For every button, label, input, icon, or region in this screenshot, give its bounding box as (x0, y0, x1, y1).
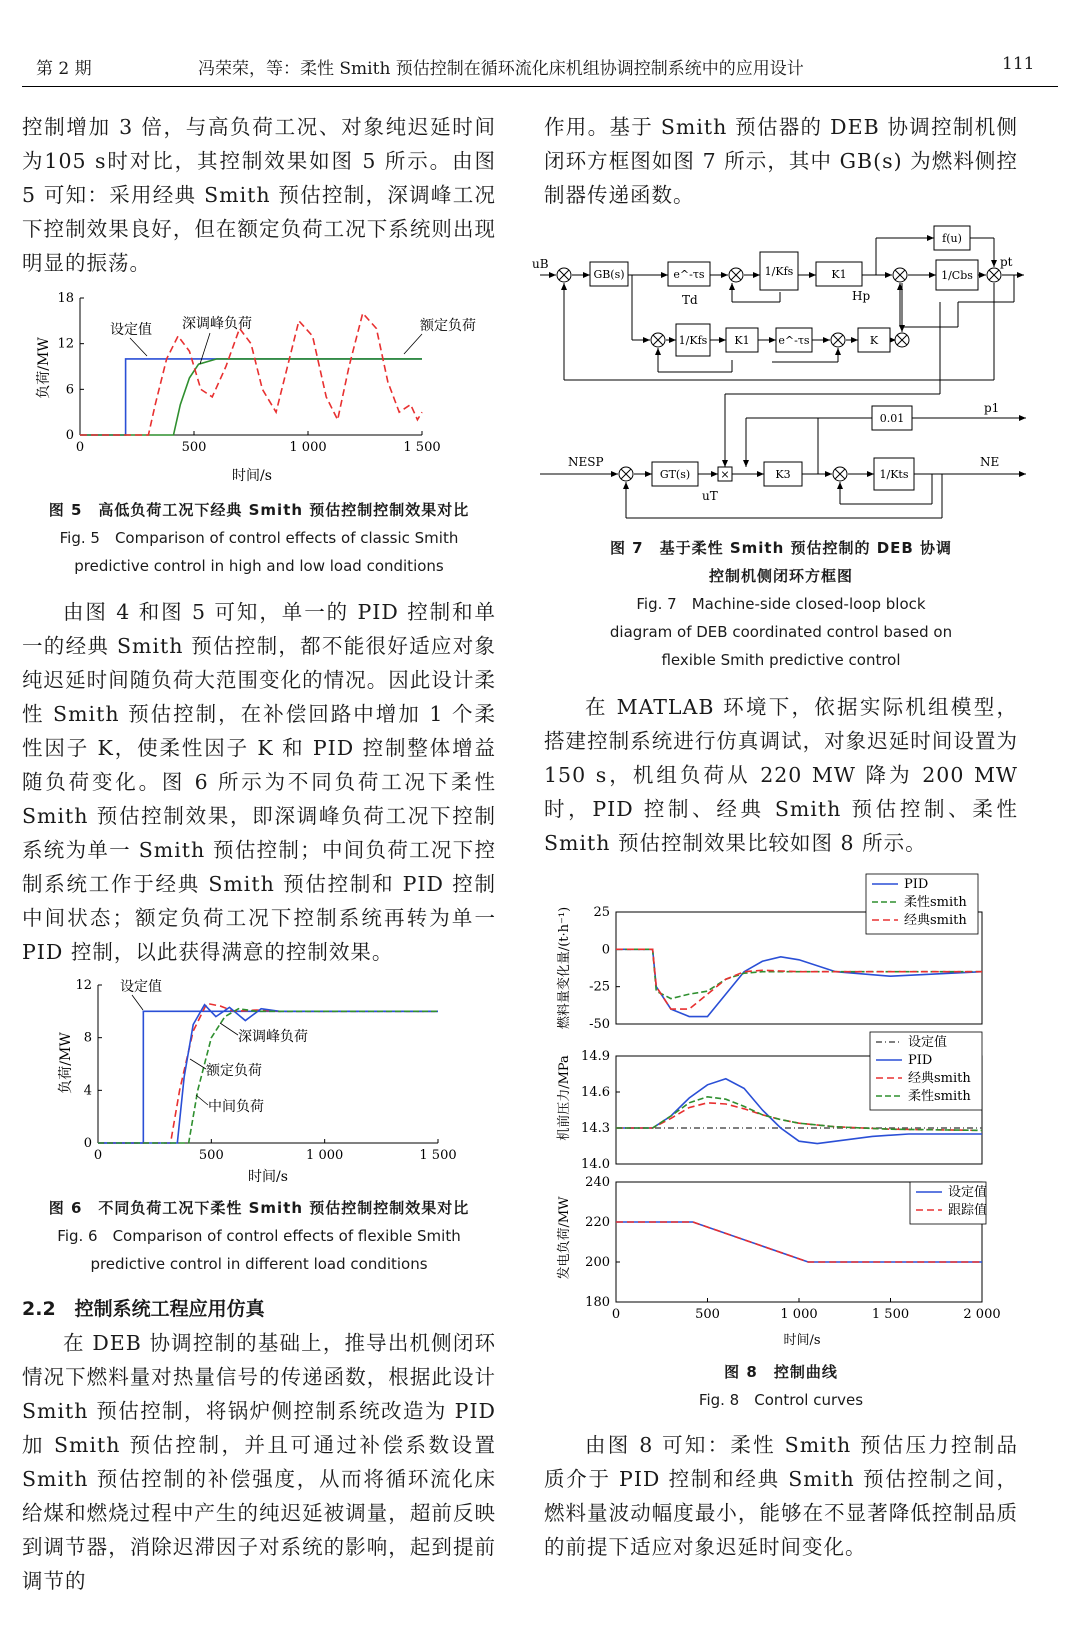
fig7-signal-ut: uT (702, 489, 718, 503)
fig7-signal-hp: Hp (852, 289, 871, 303)
fig5-y-axis-label: 负荷/MW (36, 337, 52, 399)
fig6-caption-en-2: predictive control in different load conditions (90, 1255, 428, 1273)
fig6-y-axis-label: 负荷/MW (58, 1032, 74, 1094)
fig8-mid-y-tick-label: 14.9 (581, 1049, 610, 1064)
fig8-y-label-load: 发电负荷/MW (557, 1196, 572, 1280)
fig7-signal-pt: pt (1000, 255, 1013, 269)
fig8-caption-zh: 图 8 控制曲线 (724, 1363, 838, 1381)
fig8-bottom-x-tick-label: 2 000 (963, 1307, 1001, 1322)
fig5-y-tick-label: 12 (57, 336, 74, 352)
header-page-number: 111 (1002, 54, 1035, 74)
header-rule (22, 86, 1058, 87)
fig8-bottom-y-tick-label: 180 (585, 1295, 610, 1310)
fig6-x-axis-label: 时间/s (248, 1169, 288, 1185)
fig7-block-label-gt: GT(s) (659, 468, 691, 481)
fig8-y-label-fuel: 燃料量变化量/(t·h⁻¹) (557, 906, 572, 1030)
fig7-caption-en-3: flexible Smith predictive control (661, 651, 901, 669)
fig8-bottom-panel (585, 1175, 1000, 1322)
fig5-x-tick-label: 1 500 (403, 440, 441, 455)
fig5-annotation-deep: 深调峰负荷 (182, 316, 252, 332)
fig8-top-y-tick-label: 0 (601, 942, 610, 958)
fig6-x-tick-label: 0 (93, 1148, 103, 1163)
fig6-annotation-deep: 深调峰负荷 (238, 1029, 308, 1045)
fig8-bottom-legend-label: 跟踪值 (948, 1203, 988, 1218)
fig8-bottom-y-tick-label: 200 (585, 1255, 610, 1270)
fig5-x-tick-label: 500 (181, 440, 207, 455)
fig5-y-tick-label: 18 (57, 291, 74, 306)
fig5-series-line (80, 359, 422, 435)
right-paragraph-2: 在 MATLAB 环境下，依据实际机组模型，搭建控制系统进行仿真调试，对象迟延时间设置为 150 s，机组负荷从 220 MW 降为 200 MW 时，PID 控制、经典 Smith 预估控制、柔性 Smith 预估控制效果比较如图 8 所示。 (544, 695, 1018, 855)
fig5-caption-en-1: Fig. 5 Comparison of control effects of classic Smith (59, 529, 459, 547)
fig7-block-label-delay: e^-τs (673, 268, 705, 281)
fig8-top-y-tick-label: 25 (593, 905, 610, 920)
fig6-leader-setpoint (132, 995, 143, 1010)
fig8-top-series-line (616, 949, 982, 1009)
fig7-caption-zh-1: 图 7 基于柔性 Smith 预估控制的 DEB 协调 (609, 539, 953, 557)
fig7-signal-nesp: NESP (568, 455, 604, 469)
fig7-block-label-kts: 1/Kts (879, 468, 909, 481)
fig7-signal-ub: uB (532, 257, 549, 271)
fig8-bottom-x-tick-label: 1 500 (871, 1307, 910, 1322)
fig8-bottom-series-line (616, 1222, 982, 1262)
fig6-caption (22, 1194, 496, 1278)
fig6-leader-middle (196, 1095, 208, 1105)
fig6-x-tick-label: 1 500 (419, 1148, 457, 1163)
fig8-bottom-y-tick-label: 220 (585, 1215, 610, 1230)
fig6-series-line (98, 1003, 438, 1143)
fig6-y-tick-label: 0 (83, 1136, 92, 1151)
right-paragraph-3: 由图 8 可知：柔性 Smith 预估压力控制品质介于 PID 控制和经典 Smith 预估控制之间，燃料量波动幅度最小，能够在不显著降低控制品质的前提下适应对象迟延时间变化。 (544, 1433, 1018, 1559)
fig8-mid-y-tick-label: 14.3 (581, 1121, 610, 1136)
fig5-y-tick-label: 6 (65, 382, 74, 398)
fig8-mid-y-tick-label: 14.6 (581, 1085, 610, 1100)
fig8-x-axis-label: 时间/s (783, 1333, 821, 1348)
fig7-block-label-gain: 0.01 (879, 412, 905, 425)
fig8-bottom-series-line (616, 1222, 982, 1262)
fig5-caption (22, 496, 496, 580)
fig7-block-label-delay: e^-τs (778, 334, 810, 347)
fig8-top-y-tick-label: -25 (589, 979, 610, 995)
fig8-mid-legend-label: 柔性smith (908, 1089, 971, 1104)
fig7-block-label-k: K (869, 334, 879, 347)
fig5-series-line (80, 359, 422, 435)
fig6-annotation-middle: 中间负荷 (208, 1099, 264, 1115)
fig7-signal-p1: p1 (984, 401, 1000, 415)
fig6-y-tick-label: 8 (83, 1030, 92, 1046)
fig6-y-tick-label: 12 (75, 978, 92, 993)
left-paragraph-3: 在 DEB 协调控制的基础上，推导出机侧闭环情况下燃料量对热量信号的传递函数，根据此设计 Smith 预估控制，将锅炉侧控制系统改造为 PID 加 Smith 预估控制，并且可通过补偿系数设置 Smith 预估控制的补偿强度，从而将循环流化床给煤和燃烧过程中产生的纯迟延被调量，超前反映到调节器，消除迟滞因子对系统的影响，起到提前调节的 (22, 1331, 496, 1593)
fig7-block-label-k1: K1 (831, 268, 847, 281)
fig8-y-label-pressure: 机前压力/MPa (557, 1055, 572, 1141)
fig6-leader-deep (220, 1023, 238, 1035)
fig7-block-label-gb: GB(s) (593, 268, 625, 281)
fig8-mid-panel (581, 1032, 982, 1172)
fig7-block-label-k1: K1 (734, 334, 750, 347)
fig6-annotation-setpoint: 设定值 (120, 979, 162, 995)
fig5-caption-en-2: predictive control in high and low load conditions (74, 557, 444, 575)
fig8-top-legend-label: 柔性smith (904, 895, 967, 910)
header-issue: 第 2 期 (36, 59, 92, 79)
fig6-leader-rated (190, 1059, 206, 1069)
fig7-signal-td: Td (682, 293, 698, 307)
left-paragraph-2: 由图 4 和图 5 可知，单一的 PID 控制和单一的经典 Smith 预估控制，都不能很好适应对象纯迟延时间随负荷大范围变化的情况。因此设计柔性 Smith 预估控制，在补偿回路中增加 1 个柔性因子 K，使柔性因子 K 和 PID 控制整体增益随负荷变化。图 6 所示为不同负荷工况下柔性 Smith 预估控制效果，即深调峰负荷工况下控制系统为单一 Smith 预估控制；中间负荷工况下控制系统工作于经典 Smith 预估控制和 PID 控制中间状态；额定负荷工况下控制系统再转为单一 PID 控制，以此获得满意的控制效果。 (22, 600, 496, 964)
right-paragraph-1: 作用。基于 Smith 预估器的 DEB 协调控制机侧闭环方框图如图 7 所示，其中 GB(s) 为燃料侧控制器传递函数。 (544, 115, 1018, 207)
fig7-block-label-kfs: 1/Kfs (678, 334, 708, 347)
fig6-caption-zh: 图 6 不同负荷工况下柔性 Smith 预估控制控制效果对比 (48, 1199, 470, 1217)
fig7-block-label-mult: × (720, 468, 730, 481)
fig7-caption (544, 534, 1018, 674)
fig5-leader-rated (404, 334, 422, 354)
fig8-top-legend-label: 经典smith (904, 913, 967, 928)
fig8-caption (544, 1358, 1018, 1414)
fig5-x-tick-label: 0 (75, 440, 85, 455)
fig8-top-y-tick-label: -50 (589, 1017, 610, 1032)
fig8-top-series-line (616, 949, 982, 1016)
fig8-mid-legend-label: 设定值 (908, 1035, 948, 1050)
section-heading-2-2: 2.2 控制系统工程应用仿真 (22, 1298, 265, 1320)
figure-7-block-diagram (532, 222, 1028, 532)
fig5-x-axis-label: 时间/s (232, 468, 272, 484)
fig8-mid-legend-label: PID (908, 1053, 933, 1068)
fig6-y-tick-label: 4 (83, 1083, 92, 1099)
fig8-caption-en: Fig. 8 Control curves (698, 1391, 864, 1409)
fig6-series-line (98, 1005, 438, 1143)
left-paragraph-1: 控制增加 3 倍，与高负荷工况、对象纯迟延时间为105 s时对比，其控制效果如图 5 所示。由图 5 可知：采用经典 Smith 预估控制，深调峰工况下控制效果良好，但在额定负荷工况下系统则出现明显的振荡。 (22, 115, 496, 275)
fig6-x-tick-label: 1 000 (306, 1148, 344, 1163)
fig7-block-label-k3: K3 (775, 468, 791, 481)
fig6-annotation-rated: 额定负荷 (206, 1063, 262, 1079)
fig5-annotation-setpoint: 设定值 (110, 322, 152, 338)
fig6-x-tick-label: 500 (198, 1148, 224, 1163)
fig7-caption-zh-2: 控制机侧闭环方框图 (708, 567, 853, 585)
fig7-caption-en-2: diagram of DEB coordinated control based on (609, 623, 953, 641)
fig5-caption-zh: 图 5 高低负荷工况下经典 Smith 预估控制控制效果对比 (48, 501, 470, 519)
fig5-leader-setpoint (130, 338, 147, 356)
fig8-bottom-x-tick-label: 500 (695, 1307, 720, 1322)
fig8-bottom-legend-label: 设定值 (948, 1185, 988, 1200)
fig7-block-label-cbs: 1/Cbs (941, 269, 973, 282)
fig7-block-label-fu: f(u) (942, 232, 962, 245)
fig8-top-legend-label: PID (904, 877, 929, 892)
figure-5-chart (30, 280, 476, 485)
fig6-axes (98, 985, 438, 1143)
fig8-bottom-x-tick-label: 1 000 (780, 1307, 818, 1322)
fig7-block-label-kfs: 1/Kfs (764, 265, 794, 278)
fig8-mid-legend-label: 经典smith (908, 1071, 971, 1086)
fig8-mid-y-tick-label: 14.0 (581, 1157, 610, 1172)
figure-6-chart (40, 975, 470, 1190)
fig8-top-panel (589, 874, 982, 1032)
fig7-signal-ne: NE (980, 455, 1000, 469)
fig8-bottom-y-tick-label: 240 (585, 1175, 610, 1190)
fig6-caption-en-1: Fig. 6 Comparison of control effects of flexible Smith (57, 1227, 461, 1245)
fig5-y-tick-label: 0 (65, 428, 74, 443)
fig7-caption-en-1: Fig. 7 Machine-side closed-loop block (636, 595, 926, 613)
header-title: 冯荣荣，等：柔性 Smith 预估控制在循环流化床机组协调控制系统中的应用设计 (198, 59, 804, 79)
figure-8-chart (540, 868, 1020, 1358)
fig5-x-tick-label: 1 000 (289, 440, 327, 455)
fig5-annotation-rated: 额定负荷 (420, 318, 476, 334)
fig8-bottom-x-tick-label: 0 (611, 1307, 621, 1322)
